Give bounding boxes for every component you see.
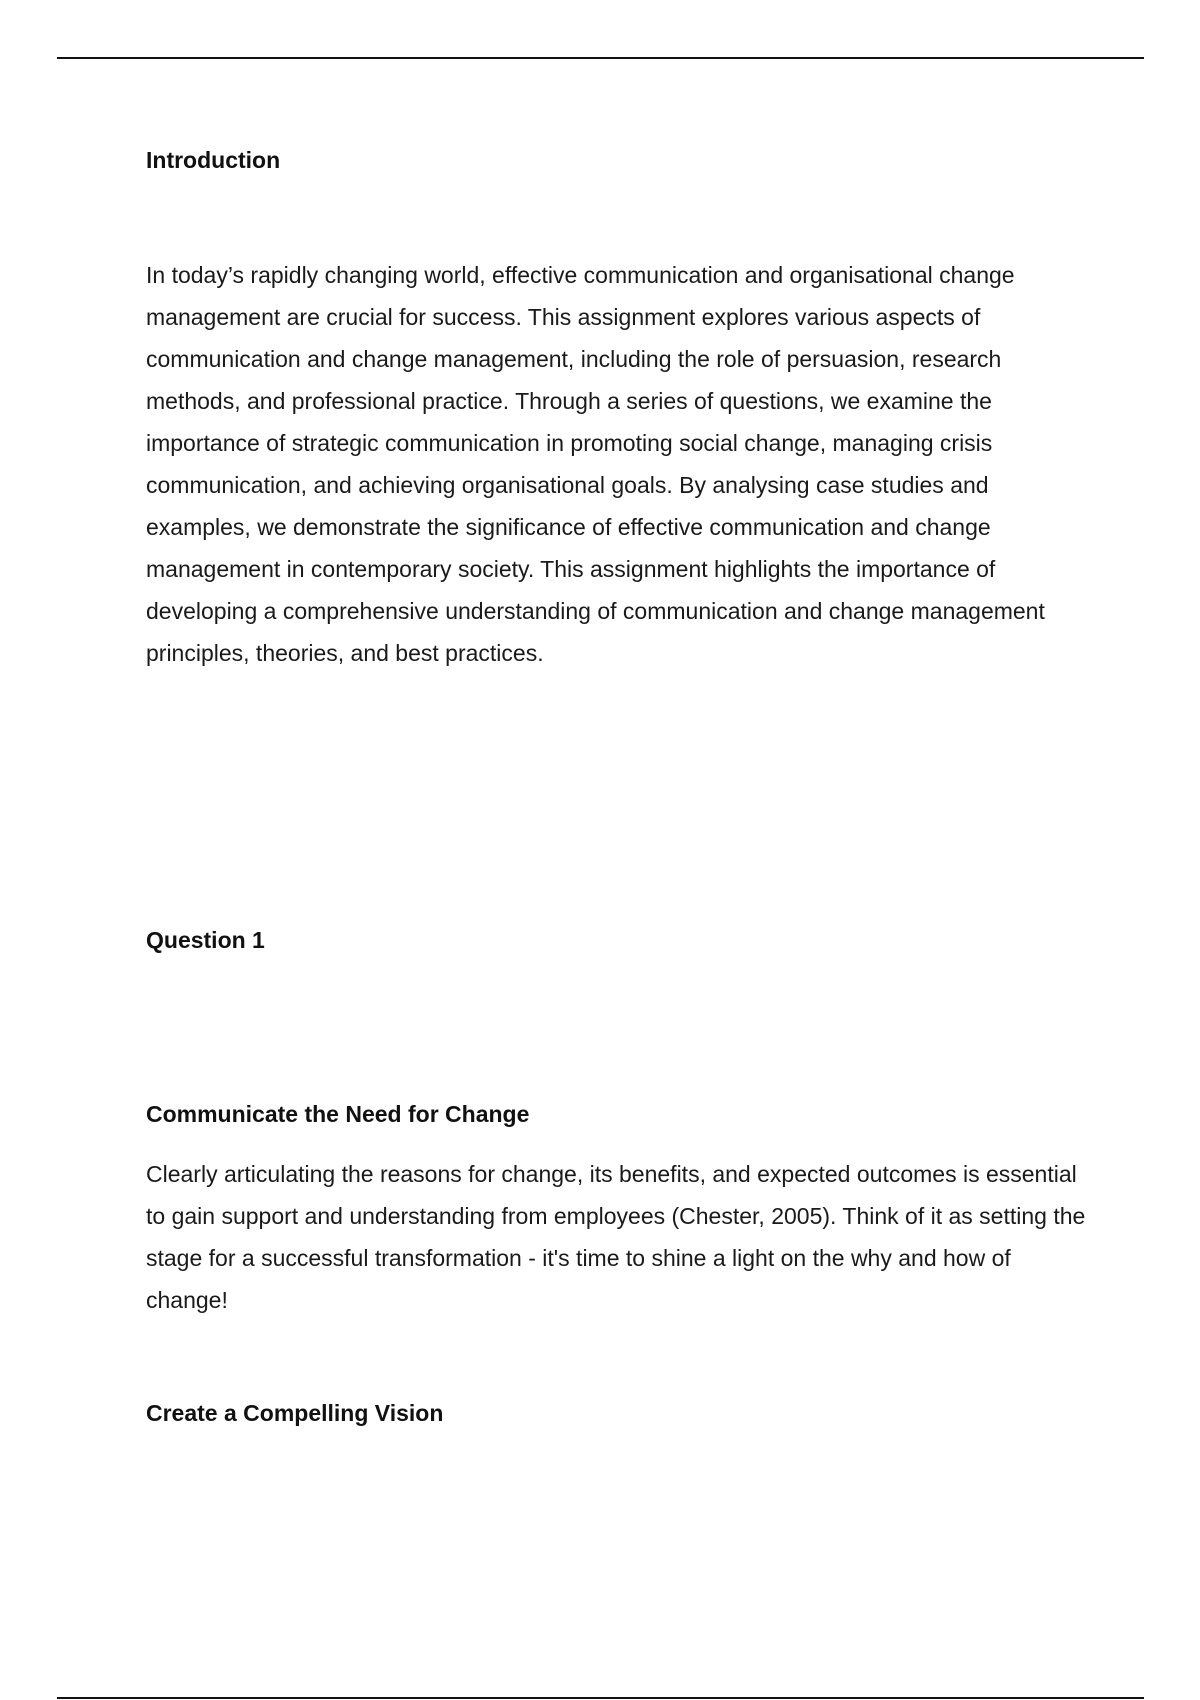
communicate-need-paragraph: Clearly articulating the reasons for change, its benefits, and expected outcomes is essential to gain support and understanding from employees (Chester, 2005). Think of it as setting the stage for a successful transformation - it's time to shine a light on the why and how of change! [146, 1161, 1086, 1313]
section-heading-introduction: Introduction [146, 147, 281, 173]
bottom-rule [57, 1697, 1144, 1699]
section-heading-question-1: Question 1 [146, 927, 265, 953]
subheading-communicate-need: Communicate the Need for Change [146, 1101, 530, 1127]
introduction-paragraph: In today’s rapidly changing world, effective communication and organisational change management are crucial for success. This assignment explores various aspects of communication and change management, including the role of persuasion, research methods, and professional practice. Through a series of questions, we examine the importance of strategic communication in promoting social change, managing crisis communication, and achieving organisational goals. By analysing case studies and examples, we demonstrate the significance of effective communication and change management in contemporary society. This assignment highlights the importance of developing a comprehensive understanding of communication and change management principles, theories, and best practices. [146, 262, 1045, 666]
top-rule [57, 57, 1144, 59]
subheading-compelling-vision: Create a Compelling Vision [146, 1400, 444, 1426]
